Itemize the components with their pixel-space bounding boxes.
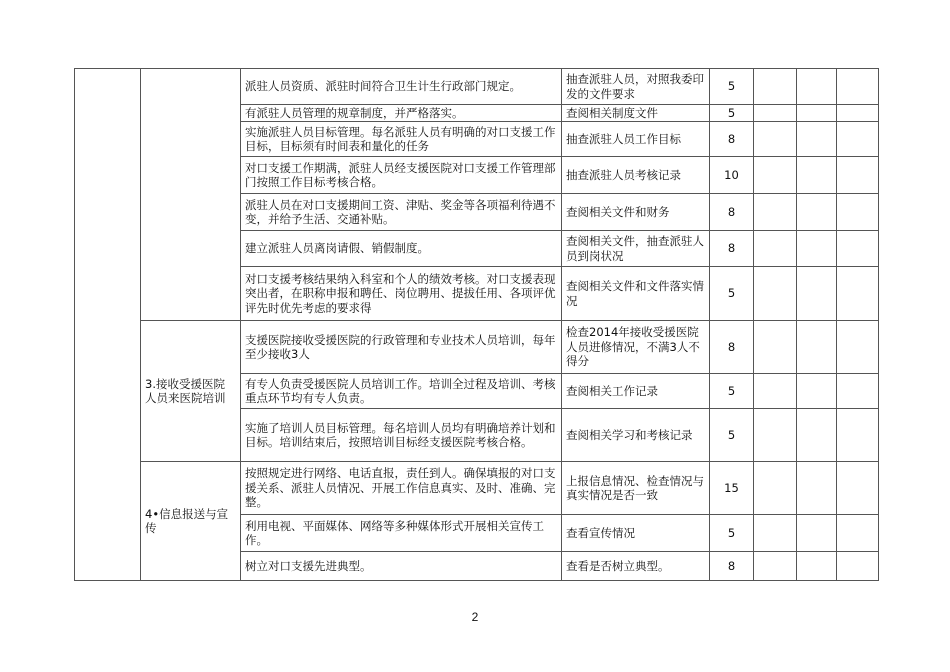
blank-cell xyxy=(797,69,837,105)
blank-cell xyxy=(837,69,879,105)
section-title-cell: 4•信息报送与宣传 xyxy=(141,462,241,581)
section-title-cell: 3.接收受援医院人员来医院培训 xyxy=(141,321,241,462)
content-cell: 实施派驻人员目标管理。每名派驻人员有明确的对口支援工作目标，目标须有时间表和量化的任务 xyxy=(241,122,562,157)
score-cell: 8 xyxy=(710,122,754,157)
score-cell: 8 xyxy=(710,321,754,374)
content-cell: 按照规定进行网络、电话直报，责任到人。确保填报的对口支援关系、派驻人员情况、开展工作信息真实、及时、准确、完整。 xyxy=(241,462,562,515)
blank-cell xyxy=(837,267,879,321)
blank-cell xyxy=(754,409,797,462)
score-cell: 8 xyxy=(710,194,754,231)
blank-cell xyxy=(837,157,879,194)
score-cell: 5 xyxy=(710,409,754,462)
method-cell: 上报信息情况、检查情况与真实情况是否一致 xyxy=(562,462,710,515)
method-cell: 抽查派驻人员考核记录 xyxy=(562,157,710,194)
blank-cell xyxy=(797,374,837,409)
blank-cell xyxy=(837,374,879,409)
blank-cell xyxy=(754,374,797,409)
content-cell: 实施了培训人员目标管理。每名培训人员均有明确培养计划和目标。培训结束后，按照培训目标经支援医院考核合格。 xyxy=(241,409,562,462)
table-row xyxy=(75,462,879,515)
content-cell: 支援医院接收受援医院的行政管理和专业技术人员培训，每年至少接收3人 xyxy=(241,321,562,374)
method-cell: 查阅相关学习和考核记录 xyxy=(562,409,710,462)
method-cell: 查看是否树立典型。 xyxy=(562,552,710,581)
method-cell: 查阅相关文件，抽查派驻人员到岗状况 xyxy=(562,231,710,267)
score-cell: 5 xyxy=(710,515,754,552)
page-number: 2 xyxy=(471,610,479,624)
method-cell: 查阅相关工作记录 xyxy=(562,374,710,409)
assessment-table xyxy=(74,68,879,581)
content-cell: 对口支援考核结果纳入科室和个人的绩效考核。对口支援表现突出者，在职称申报和聘任、岗位聘用、提拔任用、各项评优评先时优先考虑的要求得 xyxy=(241,267,562,321)
method-cell: 检查2014年接收受援医院人员进修情况，不满3人不得分 xyxy=(562,321,710,374)
blank-cell xyxy=(797,321,837,374)
category-cell xyxy=(75,69,141,581)
blank-cell xyxy=(754,321,797,374)
blank-cell xyxy=(837,231,879,267)
blank-cell xyxy=(754,157,797,194)
blank-cell xyxy=(837,122,879,157)
blank-cell xyxy=(837,515,879,552)
table-row xyxy=(75,69,879,105)
subcategory-cell xyxy=(141,69,241,321)
blank-cell xyxy=(837,409,879,462)
method-cell: 查阅相关文件和财务 xyxy=(562,194,710,231)
score-cell: 5 xyxy=(710,105,754,122)
content-cell: 对口支援工作期满，派驻人员经支援医院对口支援工作管理部门按照工作目标考核合格。 xyxy=(241,157,562,194)
score-cell: 8 xyxy=(710,552,754,581)
method-cell: 抽查派驻人员工作目标 xyxy=(562,122,710,157)
blank-cell xyxy=(754,105,797,122)
method-cell: 查看宣传情况 xyxy=(562,515,710,552)
blank-cell xyxy=(837,194,879,231)
content-cell: 利用电视、平面媒体、网络等多种媒体形式开展相关宣传工作。 xyxy=(241,515,562,552)
blank-cell xyxy=(797,105,837,122)
content-cell: 有派驻人员管理的规章制度，并严格落实。 xyxy=(241,105,562,122)
blank-cell xyxy=(797,462,837,515)
blank-cell xyxy=(837,462,879,515)
blank-cell xyxy=(754,194,797,231)
score-cell: 15 xyxy=(710,462,754,515)
blank-cell xyxy=(837,105,879,122)
blank-cell xyxy=(797,122,837,157)
content-cell: 派驻人员资质、派驻时间符合卫生计生行政部门规定。 xyxy=(241,69,562,105)
method-cell: 查阅相关文件和文件落实情况 xyxy=(562,267,710,321)
blank-cell xyxy=(754,552,797,581)
score-cell: 5 xyxy=(710,267,754,321)
blank-cell xyxy=(797,157,837,194)
blank-cell xyxy=(797,194,837,231)
score-cell: 10 xyxy=(710,157,754,194)
content-cell: 有专人负责受援医院人员培训工作。培训全过程及培训、考核重点环节均有专人负责。 xyxy=(241,374,562,409)
blank-cell xyxy=(754,69,797,105)
blank-cell xyxy=(754,462,797,515)
content-cell: 树立对口支援先进典型。 xyxy=(241,552,562,581)
method-cell: 抽查派驻人员，对照我委印发的文件要求 xyxy=(562,69,710,105)
blank-cell xyxy=(754,267,797,321)
method-cell: 查阅相关制度文件 xyxy=(562,105,710,122)
score-cell: 5 xyxy=(710,69,754,105)
blank-cell xyxy=(754,231,797,267)
score-cell: 5 xyxy=(710,374,754,409)
blank-cell xyxy=(797,267,837,321)
score-cell: 8 xyxy=(710,231,754,267)
content-cell: 建立派驻人员离岗请假、销假制度。 xyxy=(241,231,562,267)
table-row xyxy=(75,321,879,374)
blank-cell xyxy=(797,515,837,552)
blank-cell xyxy=(754,515,797,552)
blank-cell xyxy=(797,231,837,267)
content-cell: 派驻人员在对口支援期间工资、津贴、奖金等各项福利待遇不变，并给予生活、交通补贴。 xyxy=(241,194,562,231)
blank-cell xyxy=(797,409,837,462)
blank-cell xyxy=(837,321,879,374)
blank-cell xyxy=(754,122,797,157)
blank-cell xyxy=(837,552,879,581)
blank-cell xyxy=(797,552,837,581)
